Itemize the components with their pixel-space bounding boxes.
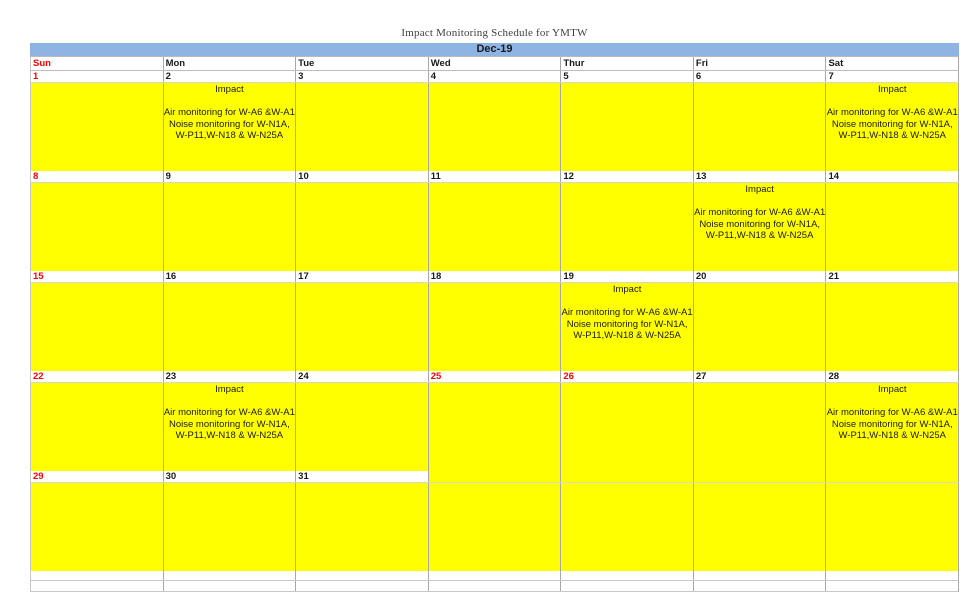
date-cell-30[interactable]: 30 xyxy=(164,471,297,482)
week-5-date-row xyxy=(30,471,959,483)
date-cell-1[interactable]: 1 xyxy=(31,71,164,82)
date-cell-empty[interactable] xyxy=(429,471,562,482)
impact-note-line: W-P11,W-N18 & W-N25A xyxy=(838,430,947,441)
empty-cell[interactable] xyxy=(429,581,562,591)
impact-note-line: Noise monitoring for W-N1A, xyxy=(831,418,953,430)
date-cell-20[interactable]: 20 xyxy=(694,271,827,282)
date-cell-6[interactable]: 6 xyxy=(694,71,827,82)
impact-note-line: Impact xyxy=(745,184,774,195)
impact-note-line xyxy=(164,96,296,108)
impact-note-line: Air monitoring for W-A6 &W-A1 xyxy=(561,307,693,318)
day-cell-23[interactable] xyxy=(164,383,297,471)
day-cell-16[interactable] xyxy=(164,283,297,371)
empty-cell[interactable] xyxy=(561,571,694,580)
impact-note-line xyxy=(694,196,826,208)
impact-note-line: Noise monitoring for W-N1A, xyxy=(169,118,290,130)
date-cell-24[interactable]: 24 xyxy=(296,371,429,382)
day-cell-19[interactable] xyxy=(561,283,694,371)
impact-note-line xyxy=(164,396,296,408)
day-cell-13[interactable] xyxy=(694,183,827,271)
day-header-thur: Thur xyxy=(561,57,694,70)
date-cell-empty[interactable] xyxy=(694,471,827,482)
date-cell-17[interactable]: 17 xyxy=(296,271,429,282)
impact-note-line: Noise monitoring for W-N1A, xyxy=(831,118,953,130)
empty-cell[interactable] xyxy=(694,581,827,591)
day-cell-10[interactable] xyxy=(296,183,429,271)
week-5-content-row xyxy=(30,483,959,571)
day-cell-21[interactable] xyxy=(826,283,959,371)
day-header-mon: Mon xyxy=(164,57,297,70)
date-cell-29[interactable]: 29 xyxy=(31,471,164,482)
date-cell-4[interactable]: 4 xyxy=(429,71,562,82)
date-cell-15[interactable]: 15 xyxy=(31,271,164,282)
date-cell-25[interactable]: 25 xyxy=(429,371,562,382)
week-2-content-row xyxy=(30,183,959,271)
day-cell-22[interactable] xyxy=(31,383,164,471)
day-header-row xyxy=(30,57,959,71)
impact-note-line: Noise monitoring for W-N1A, xyxy=(566,318,688,330)
week-4-date-row xyxy=(30,371,959,383)
date-cell-26[interactable]: 26 xyxy=(561,371,694,382)
date-cell-19[interactable]: 19 xyxy=(561,271,694,282)
date-cell-8[interactable]: 8 xyxy=(31,171,164,182)
day-cell-26[interactable] xyxy=(561,383,694,471)
impact-note-line: Impact xyxy=(215,84,244,95)
month-header: Dec-19 xyxy=(30,43,959,57)
empty-cell[interactable] xyxy=(164,571,297,580)
impact-note xyxy=(164,383,296,442)
impact-note xyxy=(826,83,958,142)
date-cell-12[interactable]: 12 xyxy=(561,171,694,182)
day-cell-8[interactable] xyxy=(31,183,164,271)
day-header-tue: Tue xyxy=(296,57,429,70)
impact-note-line: Noise monitoring for W-N1A, xyxy=(169,418,290,430)
day-cell-17[interactable] xyxy=(296,283,429,371)
impact-note-line: Impact xyxy=(878,384,907,395)
empty-row-1 xyxy=(30,571,959,581)
impact-note xyxy=(561,283,693,342)
day-cell-empty[interactable] xyxy=(694,483,827,571)
week-2-date-row xyxy=(30,171,959,183)
date-cell-11[interactable]: 11 xyxy=(429,171,562,182)
day-cell-1[interactable] xyxy=(31,83,164,171)
impact-note xyxy=(694,183,826,242)
day-cell-7[interactable] xyxy=(826,83,959,171)
impact-note-line: W-P11,W-N18 & W-N25A xyxy=(705,230,814,241)
empty-cell[interactable] xyxy=(429,571,562,580)
day-cell-14[interactable] xyxy=(826,183,959,271)
impact-note-line: Impact xyxy=(612,284,642,295)
day-header-wed: Wed xyxy=(429,57,562,70)
impact-note-line: Impact xyxy=(215,384,244,395)
week-4-content-row xyxy=(30,383,959,471)
date-cell-empty[interactable] xyxy=(561,471,694,482)
date-cell-16[interactable]: 16 xyxy=(164,271,297,282)
day-cell-28[interactable] xyxy=(826,383,959,471)
impact-note-line: Air monitoring for W-A6 &W-A1 xyxy=(826,107,958,118)
impact-note-line xyxy=(561,296,693,308)
week-1-content-row xyxy=(30,83,959,171)
day-cell-9[interactable] xyxy=(164,183,297,271)
empty-cell[interactable] xyxy=(826,581,959,591)
empty-cell[interactable] xyxy=(31,581,164,591)
impact-note-line: Air monitoring for W-A6 &W-A1 xyxy=(163,407,295,418)
empty-cell[interactable] xyxy=(164,581,297,591)
day-cell-empty[interactable] xyxy=(561,483,694,571)
day-cell-29[interactable] xyxy=(31,483,164,571)
date-cell-9[interactable]: 9 xyxy=(164,171,297,182)
impact-note-line: Noise monitoring for W-N1A, xyxy=(699,218,821,230)
date-cell-10[interactable]: 10 xyxy=(296,171,429,182)
date-cell-21[interactable]: 21 xyxy=(826,271,959,282)
week-3-date-row xyxy=(30,271,959,283)
weeks-container xyxy=(30,71,959,571)
date-cell-23[interactable]: 23 xyxy=(164,371,297,382)
impact-note xyxy=(826,383,958,442)
empty-cell[interactable] xyxy=(296,571,429,580)
day-cell-2[interactable] xyxy=(164,83,297,171)
impact-note-line: Air monitoring for W-A6 &W-A1 xyxy=(826,407,958,418)
day-cell-30[interactable] xyxy=(164,483,297,571)
empty-cell[interactable] xyxy=(296,581,429,591)
empty-cell[interactable] xyxy=(826,571,959,580)
day-cell-27[interactable] xyxy=(694,383,827,471)
impact-note-line: Air monitoring for W-A6 &W-A1 xyxy=(694,207,826,218)
date-cell-7[interactable]: 7 xyxy=(826,71,959,82)
empty-cell[interactable] xyxy=(694,571,827,580)
date-cell-2[interactable]: 2 xyxy=(164,71,297,82)
day-cell-12[interactable] xyxy=(561,183,694,271)
day-header-sat: Sat xyxy=(826,57,959,70)
day-cell-15[interactable] xyxy=(31,283,164,371)
day-cell-18[interactable] xyxy=(429,283,562,371)
date-cell-5[interactable]: 5 xyxy=(561,71,694,82)
date-cell-31[interactable]: 31 xyxy=(296,471,429,482)
day-cell-20[interactable] xyxy=(694,283,827,371)
empty-row-2 xyxy=(30,581,959,592)
day-cell-5[interactable] xyxy=(561,83,694,171)
date-cell-empty[interactable] xyxy=(826,471,959,482)
day-cell-31[interactable] xyxy=(296,483,429,571)
day-cell-11[interactable] xyxy=(429,183,562,271)
week-3-content-row xyxy=(30,283,959,371)
day-header-sun: Sun xyxy=(31,57,164,70)
empty-cell[interactable] xyxy=(31,571,164,580)
empty-cell[interactable] xyxy=(561,581,694,591)
day-cell-4[interactable] xyxy=(429,83,562,171)
impact-note-line: W-P11,W-N18 & W-N25A xyxy=(838,130,947,141)
date-cell-22[interactable]: 22 xyxy=(31,371,164,382)
day-cell-24[interactable] xyxy=(296,383,429,471)
day-cell-empty[interactable] xyxy=(826,483,959,571)
day-cell-6[interactable] xyxy=(694,83,827,171)
date-cell-18[interactable]: 18 xyxy=(429,271,562,282)
impact-note-line: W-P11,W-N18 & W-N25A xyxy=(175,130,284,141)
week-1-date-row xyxy=(30,71,959,83)
day-cell-3[interactable] xyxy=(296,83,429,171)
impact-note-line xyxy=(826,396,958,408)
footer-rows xyxy=(30,571,959,592)
impact-note-line: Air monitoring for W-A6 &W-A1 xyxy=(163,107,295,118)
day-cell-25[interactable] xyxy=(429,383,562,471)
impact-note xyxy=(164,83,296,142)
date-cell-13[interactable]: 13 xyxy=(694,171,827,182)
date-cell-28[interactable]: 28 xyxy=(826,371,959,382)
impact-note-line: W-P11,W-N18 & W-N25A xyxy=(573,330,681,341)
date-cell-3[interactable]: 3 xyxy=(296,71,429,82)
day-cell-empty[interactable] xyxy=(429,483,562,571)
page-title: Impact Monitoring Schedule for YMTW xyxy=(401,27,588,39)
date-cell-14[interactable]: 14 xyxy=(826,171,959,182)
impact-note-line: W-P11,W-N18 & W-N25A xyxy=(175,430,284,441)
monthly-calendar xyxy=(30,43,959,592)
day-header-fri: Fri xyxy=(694,57,827,70)
impact-note-line: Impact xyxy=(878,84,907,95)
date-cell-27[interactable]: 27 xyxy=(694,371,827,382)
impact-note-line xyxy=(826,96,958,108)
